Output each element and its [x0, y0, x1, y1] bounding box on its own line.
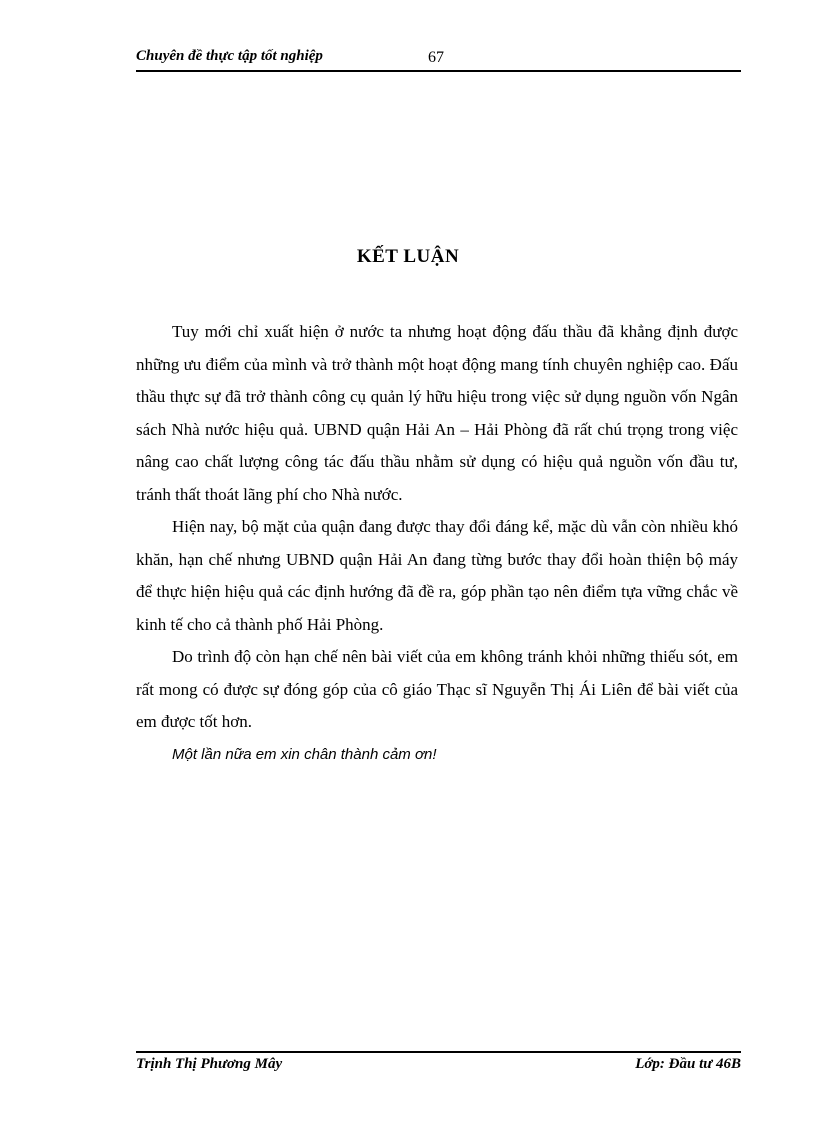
page-footer [136, 1056, 741, 1078]
footer-author: Trịnh Thị Phương Mây [136, 1056, 283, 1072]
footer-rule [136, 1051, 741, 1053]
closing-line: Một lần nữa em xin chân thành cảm ơn! [172, 745, 437, 763]
page-number: 67 [428, 49, 444, 66]
header-title: Chuyên đề thực tập tốt nghiệp [136, 48, 323, 64]
paragraph: Do trình độ còn hạn chế nên bài viết của em không tránh khỏi những thiếu sót, em rất mong có được sự đóng góp của cô giáo Thạc sĩ Nguyễn Thị Ái Liên để bài viết của em được tốt hơn. [136, 647, 738, 731]
section-title: KẾT LUẬN [356, 246, 460, 267]
page-header [136, 48, 741, 70]
paragraph: Tuy mới chỉ xuất hiện ở nước ta nhưng hoạt động đấu thầu đã khẳng định được những ưu điểm của mình và trở thành một hoạt động mang tính chuyên nghiệp cao. Đấu thầu thực sự đã trở thành công cụ quản lý hữu hiệu trong việc sử dụng nguồn vốn Ngân sách Nhà nước hiệu quả. UBND quận Hải An – Hải Phòng đã rất chú trọng trong việc nâng cao chất lượng công tác đấu thầu nhằm sử dụng có hiệu quả nguồn vốn đầu tư, tránh thất thoát lãng phí cho Nhà nước. [136, 322, 738, 504]
footer-class: Lớp: Đầu tư 46B [635, 1056, 741, 1072]
header-rule [136, 70, 741, 72]
paragraph: Hiện nay, bộ mặt của quận đang được thay đổi đáng kể, mặc dù vẫn còn nhiều khó khăn, hạn chế nhưng UBND quận Hải An đang từng bước thay đổi hoàn thiện bộ máy để thực hiện hiệu quả các định hướng đã đề ra, góp phần tạo nên điểm tựa vững chắc về kinh tế cho cả thành phố Hải Phòng. [136, 517, 738, 634]
body-text [136, 316, 738, 771]
